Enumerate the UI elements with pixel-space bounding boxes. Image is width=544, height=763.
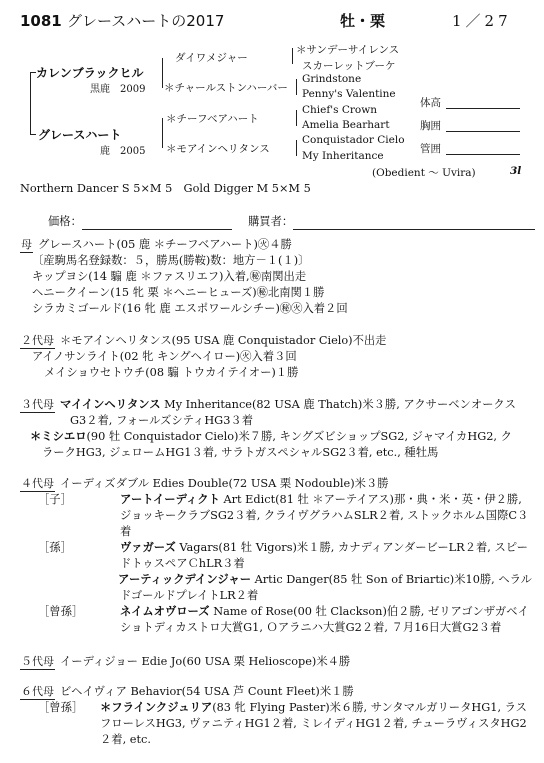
gd1: ＊チャールストンハーバー [164,82,288,94]
great-grandchild-text: Name of Rose(00 牡 Clackson)伯２勝, ゼリアゴンザガベイショトディカストロ大賞G1, Ｏアラニハ大賞G2２着, ７月16日大賞G2３着 [120,605,529,634]
ggs4: Conquistador Cielo [302,134,405,146]
sixth-dam-tag: ［曾孫］ [38,701,84,714]
bracket-line [292,48,293,64]
bracket-line [296,140,297,156]
sixth-dam-label: ６代母 [21,685,54,698]
gs2: ＊チーフベアハート [166,113,259,125]
buyer-row [248,214,535,230]
third-dam-name: マイインヘリタンス [60,398,161,411]
ggd4: My Inheritance [302,150,384,162]
height-label: 体高 [420,97,441,109]
bracket-line [296,79,297,95]
ggs2: Grindstone [302,73,362,85]
fourth-dam-text: イーディズダブル Edies Double(72 USA 栗 Nodouble)米３勝 [60,477,389,490]
price-row [48,214,232,230]
great-grandchild-tag: ［曾孫］ [38,605,84,618]
grandchild-name: ヴァガーズ [120,541,176,554]
third-dam-progeny-text: (90 牡 Conquistador Cielo)米７勝, キングズビショップSG2, ジャマイカHG2, クラークHG3, ジェロームHG1３着, サラトガスペシャルSG2３着, etc., 種牡馬 [42,430,512,459]
dam-section-label: 母 [21,238,32,251]
child-text: Art Edict(81 牡 ＊アーテイアス)那・典・米・英・伊２勝, ジョッキークラブSG2３着, クライヴグラハムSLR２着, ストックホルム国際C３着 [120,493,529,538]
second-dam-line: ＊モアインヘリタンス(95 USA 鹿 Conquistador Cielo)不出走 [60,334,387,347]
ggs3: Chief's Crown [302,104,377,116]
second-dam-line: メイショウセトウチ(08 騸 トウカイテイオー)１勝 [44,366,299,379]
gd2: ＊モアインヘリタンス [166,143,270,155]
lot-number: 1081 [20,12,62,30]
sixth-dam-progeny-text: (83 牝 Flying Paster)米６勝, サンタマルガリータHG1, ラスフローレスHG3, ヴァニティHG1２着, ミレイディHG1２着, チューラヴィスタHG2２着, etc. [100,701,527,746]
bracket-line [296,110,297,126]
gs1: ダイワメジャー [175,52,248,64]
horse-title: グレースハートの2017 [66,12,225,30]
second-dam-line: アイノサンライト(02 牝 キングヘイロー)㊋入着３回 [32,350,297,363]
header-title [20,10,224,31]
chest-label: 胸囲 [420,120,441,132]
height-field[interactable] [446,108,520,109]
price-field[interactable] [82,217,232,230]
grandchild-text: Artic Danger(85 牡 Son of Briartic)米10勝, ヘラルドゴールドプレイトLR２着 [120,573,532,602]
child-tag: ［子］ [38,493,72,506]
dam-line: キップヨシ(14 騸 鹿 ＊ファスリエフ)入着,㊙南関出走 [32,270,307,283]
fifth-dam-label: ５代母 [21,655,54,668]
cannon-label: 管囲 [420,143,441,155]
child-name: アートイーディクト [120,493,220,506]
third-dam-text: My Inheritance(82 USA 鹿 Thatch)米３勝, アクサーベンオークスG3２着, フォールズシティHG3３着 [70,398,516,427]
cannon-field[interactable] [446,154,520,155]
fifth-dam-text: イーディジョー Edie Jo(60 USA 栗 Helioscope)米４勝 [60,655,351,668]
grandchild-tag: ［孫］ [38,541,72,554]
dam-info: 鹿 2005 [100,146,146,157]
inbreeding: Northern Dancer S 5×M 5 Gold Digger M 5×M 5 [20,182,311,195]
family-number: 3l [510,165,522,177]
fifth-dam-section [20,654,532,670]
ggs1: ＊サンデーサイレンス [296,44,400,56]
second-dam-label: ２代母 [21,334,54,347]
third-dam-section [20,397,532,461]
dam-line: シラカミゴールド(16 牝 鹿 エスポワールシチー)㊙㊋入着２回 [32,302,348,315]
chest-field[interactable] [446,131,520,132]
ggd1: スカーレットブーケ [302,60,396,72]
dam-line: 〔産駒馬名登録数：５，勝馬(勝鞍)数：地方－１(１)〕 [32,254,310,267]
bracket-line [162,118,163,148]
sixth-dam-progeny-name: ＊フラインクジュリア [100,701,213,714]
sire-info: 黒鹿 2009 [90,84,146,95]
dam-line: グレースハート(05 鹿 ＊チーフベアハート)㊋４勝 [38,238,292,251]
sex-color: 牡・栗 [340,12,386,30]
third-dam-progeny-name: ＊ミシエロ [30,430,87,443]
bracket-line [30,134,36,135]
fourth-dam-label: ４代母 [21,477,54,490]
grandchild-text: Vagars(81 牡 Vigors)米１勝, カナディアンダービーLR２着, スピードトゥスペアＣhLR３着 [120,541,528,570]
sixth-dam-section [20,684,532,748]
dam-section [20,237,532,317]
bracket-line [162,58,163,88]
great-grandchild-name: ネイムオヴローズ [120,605,210,618]
bracket-line [30,72,31,134]
fourth-dam-section [20,476,532,636]
buyer-field[interactable] [293,217,535,230]
ggd2: Penny's Valentine [302,88,396,100]
buyer-label: 購買者： [248,215,294,228]
ggd3: Amelia Bearhart [302,119,390,131]
page-number: 1／27 [452,12,512,30]
grandchild-name: アーティックデインジャー [118,573,252,586]
sire-name: カレンブラックヒル [36,66,144,80]
bracket-line [30,72,36,73]
dam-name: グレースハート [38,128,122,142]
sixth-dam-text: ビヘイヴィア Behavior(54 USA 芦 Count Fleet)米１勝 [60,685,354,698]
price-label: 価格： [48,215,82,228]
third-dam-label: ３代母 [21,398,54,411]
dam-line: ヘニークイーン(15 牝 栗 ＊ヘニーヒューズ)㊙北南関１勝 [32,286,325,299]
family-line: (Obedient ～ Uvira) [372,167,476,179]
second-dam-section [20,333,532,381]
